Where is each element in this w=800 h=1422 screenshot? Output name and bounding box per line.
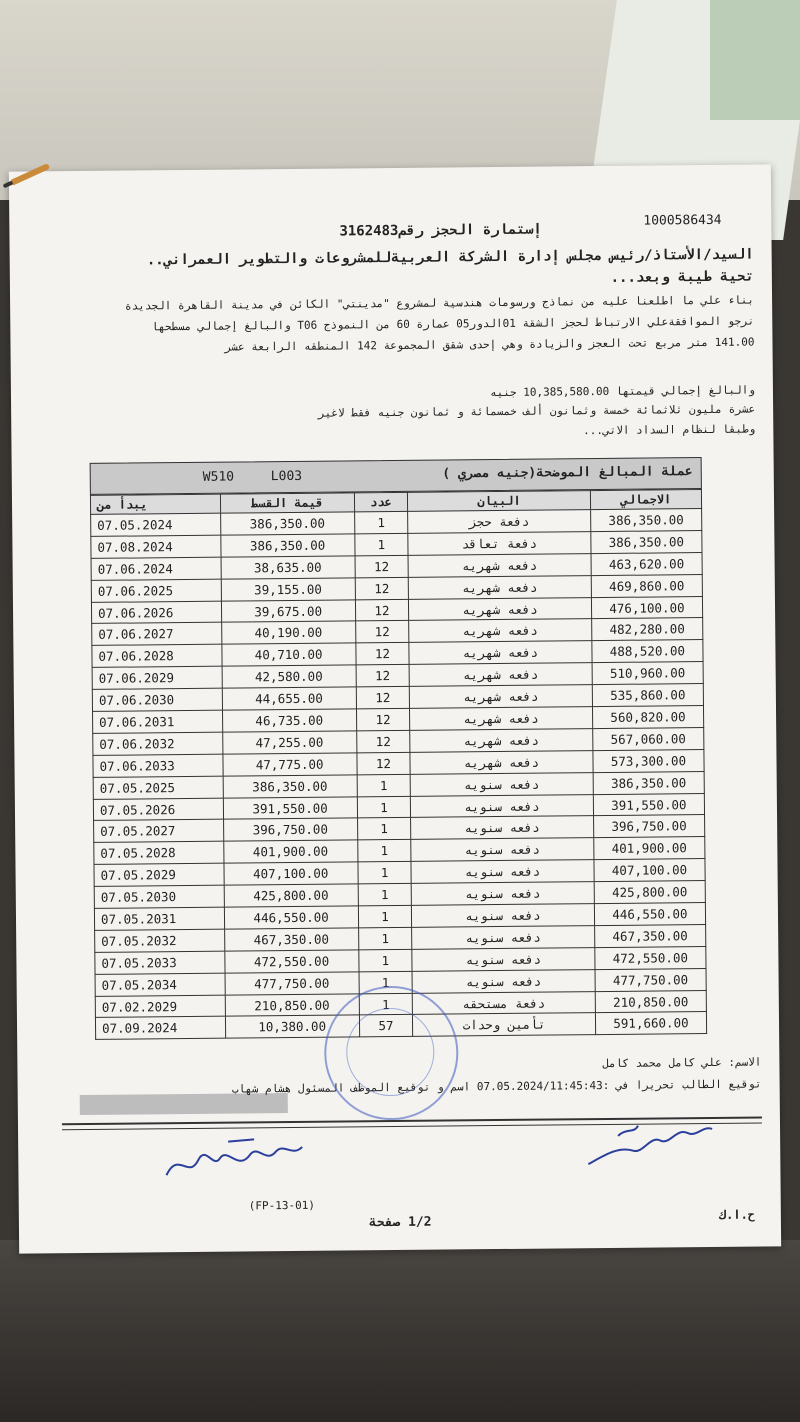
schedule-table — [90, 489, 707, 1040]
cell-description: دفعة تعاقد — [408, 532, 591, 556]
cell-total: 396,750.00 — [593, 815, 704, 838]
cell-total: 467,350.00 — [594, 924, 705, 947]
cell-description: دفعه سنويه — [412, 969, 595, 993]
cell-total: 463,620.00 — [591, 552, 702, 575]
cell-count: 1 — [359, 993, 413, 1015]
cell-description: دفعه سنويه — [411, 882, 594, 906]
cell-total: 567,060.00 — [593, 727, 704, 750]
cell-description: تأمين وحدات — [413, 1013, 596, 1037]
cell-description: دفعه شهريه — [408, 553, 591, 577]
cell-total: 446,550.00 — [594, 903, 705, 926]
cell-installment-amount: 446,550.00 — [224, 906, 358, 929]
cell-description: دفعه شهريه — [409, 685, 592, 709]
cell-total: 401,900.00 — [594, 837, 705, 860]
cell-total: 573,300.00 — [593, 749, 704, 772]
cell-start-date: 07.05.2024 — [91, 513, 221, 536]
cell-count: 1 — [358, 862, 412, 884]
background-map-print — [710, 0, 800, 120]
cell-start-date: 07.05.2032 — [95, 929, 225, 952]
cell-total: 386,350.00 — [591, 530, 702, 553]
cell-start-date: 07.05.2033 — [95, 951, 225, 974]
body-paragraph-line: 141.00 متر مربع تحت العجز والزيادة وهي إحدى شقق المجموعة 142 المنطقه الرابعة عشر — [224, 335, 755, 354]
cell-installment-amount: 472,550.00 — [224, 950, 358, 973]
cell-description: دفعه سنويه — [411, 838, 594, 862]
cell-start-date: 07.05.2034 — [95, 973, 225, 996]
table-code: W510 — [202, 469, 235, 485]
header-start: يبدأ من — [90, 494, 220, 514]
cell-start-date: 07.06.2028 — [92, 645, 222, 668]
cell-installment-amount: 386,350.00 — [223, 775, 357, 798]
cell-start-date: 07.09.2024 — [95, 1017, 225, 1040]
cell-installment-amount: 47,775.00 — [222, 753, 356, 776]
cell-installment-amount: 47,255.00 — [222, 731, 356, 754]
cell-installment-amount: 210,850.00 — [225, 993, 359, 1016]
cell-total: 591,660.00 — [595, 1012, 706, 1035]
cell-description: دفعه سنويه — [411, 794, 594, 818]
cell-description: دفعة حجز — [408, 510, 591, 534]
payment-schedule — [90, 457, 708, 1040]
cell-total: 488,520.00 — [592, 640, 703, 663]
cell-start-date: 07.05.2025 — [93, 776, 223, 799]
cell-total: 407,100.00 — [594, 859, 705, 882]
cell-total: 510,960.00 — [592, 662, 703, 685]
total-value-line: والبالغ إجمالي قيمتها 10,385,580.00 جنيه — [489, 383, 756, 400]
cell-installment-amount: 477,750.00 — [225, 972, 359, 995]
cell-count: 1 — [357, 774, 411, 796]
cell-installment-amount: 425,800.00 — [224, 884, 358, 907]
payment-system-note: وطبقا لنظام السداد الاتي... — [583, 422, 756, 438]
cell-count: 12 — [355, 555, 409, 577]
cell-start-date: 07.06.2033 — [93, 754, 223, 777]
cell-installment-amount: 386,350.00 — [220, 512, 354, 535]
cell-start-date: 07.05.2026 — [93, 798, 223, 821]
cell-description: دفعه شهريه — [409, 663, 592, 687]
cell-count: 1 — [359, 949, 413, 971]
cell-description: دفعه شهريه — [409, 597, 592, 621]
cell-count: 12 — [356, 730, 410, 752]
cell-total: 386,350.00 — [593, 771, 704, 794]
cell-start-date: 07.05.2029 — [94, 863, 224, 886]
form-title: إستمارة الحجز رقم3162483 — [339, 221, 542, 240]
cell-count: 12 — [356, 708, 410, 730]
cell-description: دفعه سنويه — [412, 904, 595, 928]
cell-description: دفعه شهريه — [410, 707, 593, 731]
signature-highlight — [80, 1093, 288, 1115]
cell-total: 210,850.00 — [595, 990, 706, 1013]
cell-total: 477,750.00 — [595, 968, 706, 991]
cell-installment-amount: 10,380.00 — [225, 1015, 359, 1038]
cell-description: دفعه شهريه — [408, 575, 591, 599]
total-in-words: عشرة مليون ثلاثمائة خمسة وثمانون ألف خمسمائة و ثمانون جنيه فقط لاغير — [318, 402, 756, 420]
cell-count: 1 — [359, 971, 413, 993]
cell-installment-amount: 39,155.00 — [221, 578, 355, 601]
signature-left — [158, 1129, 309, 1190]
cell-total: 391,550.00 — [593, 793, 704, 816]
cell-description: دفعه شهريه — [409, 641, 592, 665]
cell-count: 12 — [355, 599, 409, 621]
cell-installment-amount: 38,635.00 — [221, 556, 355, 579]
cell-installment-amount: 391,550.00 — [223, 796, 357, 819]
table-code: L003 — [270, 468, 303, 485]
cell-count: 12 — [355, 621, 409, 643]
page-number: 1/2 صفحة — [368, 1214, 432, 1231]
cell-installment-amount: 407,100.00 — [224, 862, 358, 885]
cell-total: 535,860.00 — [592, 684, 703, 707]
header-count: عدد — [354, 492, 408, 512]
cell-count: 57 — [359, 1015, 413, 1037]
cell-description: دفعه سنويه — [412, 926, 595, 950]
greeting: تحية طيبة وبعد... — [610, 268, 754, 286]
cell-count: 1 — [354, 511, 408, 533]
company-stamp — [324, 985, 459, 1120]
header-description: البيان — [408, 491, 591, 512]
cell-installment-amount: 396,750.00 — [223, 818, 357, 841]
cell-description: دفعه سنويه — [411, 816, 594, 840]
cell-count: 12 — [355, 577, 409, 599]
cell-description: دفعه شهريه — [410, 750, 593, 774]
body-paragraph-line: نرجو الموافقةعلي الارتباط لحجز الشقة 01الدور05 عمارة 60 من النموذج T06 والبالغ إجمالي مسطحها — [151, 314, 755, 334]
cell-total: 476,100.00 — [591, 596, 702, 619]
signature-right — [578, 1115, 719, 1176]
currency-label: عملة المبالغ الموضحة(جنيه مصري ) — [442, 464, 693, 482]
stamp-inner-ring — [346, 1008, 435, 1097]
cell-installment-amount: 44,655.00 — [222, 687, 356, 710]
cell-description: دفعه شهريه — [409, 619, 592, 643]
cell-start-date: 07.08.2024 — [91, 535, 221, 558]
cell-start-date: 07.05.2030 — [94, 885, 224, 908]
cell-installment-amount: 42,580.00 — [222, 665, 356, 688]
cell-description: دفعه سنويه — [412, 947, 595, 971]
cell-count: 12 — [356, 643, 410, 665]
corner-mark: ح.ا.ك — [718, 1207, 756, 1222]
cell-start-date: 07.06.2025 — [91, 579, 221, 602]
cell-count: 12 — [356, 665, 410, 687]
cell-start-date: 07.05.2028 — [94, 842, 224, 865]
cell-installment-amount: 386,350.00 — [220, 534, 354, 557]
cell-count: 1 — [358, 883, 412, 905]
signature-line: توقيع الطالب تحريرا في :07.05.2024/11:45:43 اسم و توقيع الموظف المسئول هشام شهاب — [231, 1077, 762, 1096]
background-table-surface — [0, 1240, 800, 1422]
cell-installment-amount: 401,900.00 — [223, 840, 357, 863]
cell-count: 1 — [358, 927, 412, 949]
cell-start-date: 07.06.2027 — [92, 623, 222, 646]
cell-installment-amount: 40,710.00 — [221, 643, 355, 666]
cell-start-date: 07.02.2029 — [95, 995, 225, 1018]
cell-total: 425,800.00 — [594, 881, 705, 904]
cell-description: دفعه سنويه — [410, 772, 593, 796]
cell-description: دفعه سنويه — [411, 860, 594, 884]
cell-start-date: 07.06.2030 — [92, 688, 222, 711]
cell-installment-amount: 467,350.00 — [224, 928, 358, 951]
form-code: (FP-13-01) — [248, 1198, 316, 1213]
cell-installment-amount: 40,190.00 — [221, 621, 355, 644]
cell-count: 12 — [356, 686, 410, 708]
applicant-name: الاسم: علي كامل محمد كامل — [602, 1055, 762, 1071]
cell-total: 560,820.00 — [592, 706, 703, 729]
cell-total: 472,550.00 — [595, 946, 706, 969]
document-id: 1000586434 — [643, 212, 722, 229]
cell-total: 469,860.00 — [591, 574, 702, 597]
reservation-form-page — [9, 164, 781, 1253]
cell-start-date: 07.06.2024 — [91, 557, 221, 580]
header-total: الاجمالي — [590, 490, 701, 510]
cell-count: 12 — [357, 752, 411, 774]
addressee: السيد/الأستاذ/رئيس مجلس إدارة الشركة العربيةللمشروعات والتطوير العمراني.. — [146, 246, 754, 269]
cell-start-date: 07.06.2029 — [92, 666, 222, 689]
cell-installment-amount: 46,735.00 — [222, 709, 356, 732]
cell-start-date: 07.05.2027 — [94, 820, 224, 843]
cell-count: 1 — [358, 840, 412, 862]
cell-start-date: 07.05.2031 — [94, 907, 224, 930]
cell-total: 482,280.00 — [592, 618, 703, 641]
cell-count: 1 — [355, 533, 409, 555]
cell-count: 1 — [357, 796, 411, 818]
cell-total: 386,350.00 — [590, 509, 701, 532]
body-paragraph-line: بناء علي ما اطلعنا عليه من نماذج ورسومات هندسية لمشروع "مدينتي" الكائن في مدينة القاهرة الجديدة — [124, 293, 755, 313]
cell-start-date: 07.06.2026 — [91, 601, 221, 624]
cell-start-date: 07.06.2031 — [93, 710, 223, 733]
cell-installment-amount: 39,675.00 — [221, 599, 355, 622]
cell-start-date: 07.06.2032 — [93, 732, 223, 755]
cell-description: دفعه شهريه — [410, 729, 593, 753]
cell-count: 1 — [358, 905, 412, 927]
table-title-bar — [90, 457, 702, 495]
header-amount: قيمة القسط — [220, 493, 354, 513]
cell-count: 1 — [357, 818, 411, 840]
cell-description: دفعة مستحقه — [412, 991, 595, 1015]
